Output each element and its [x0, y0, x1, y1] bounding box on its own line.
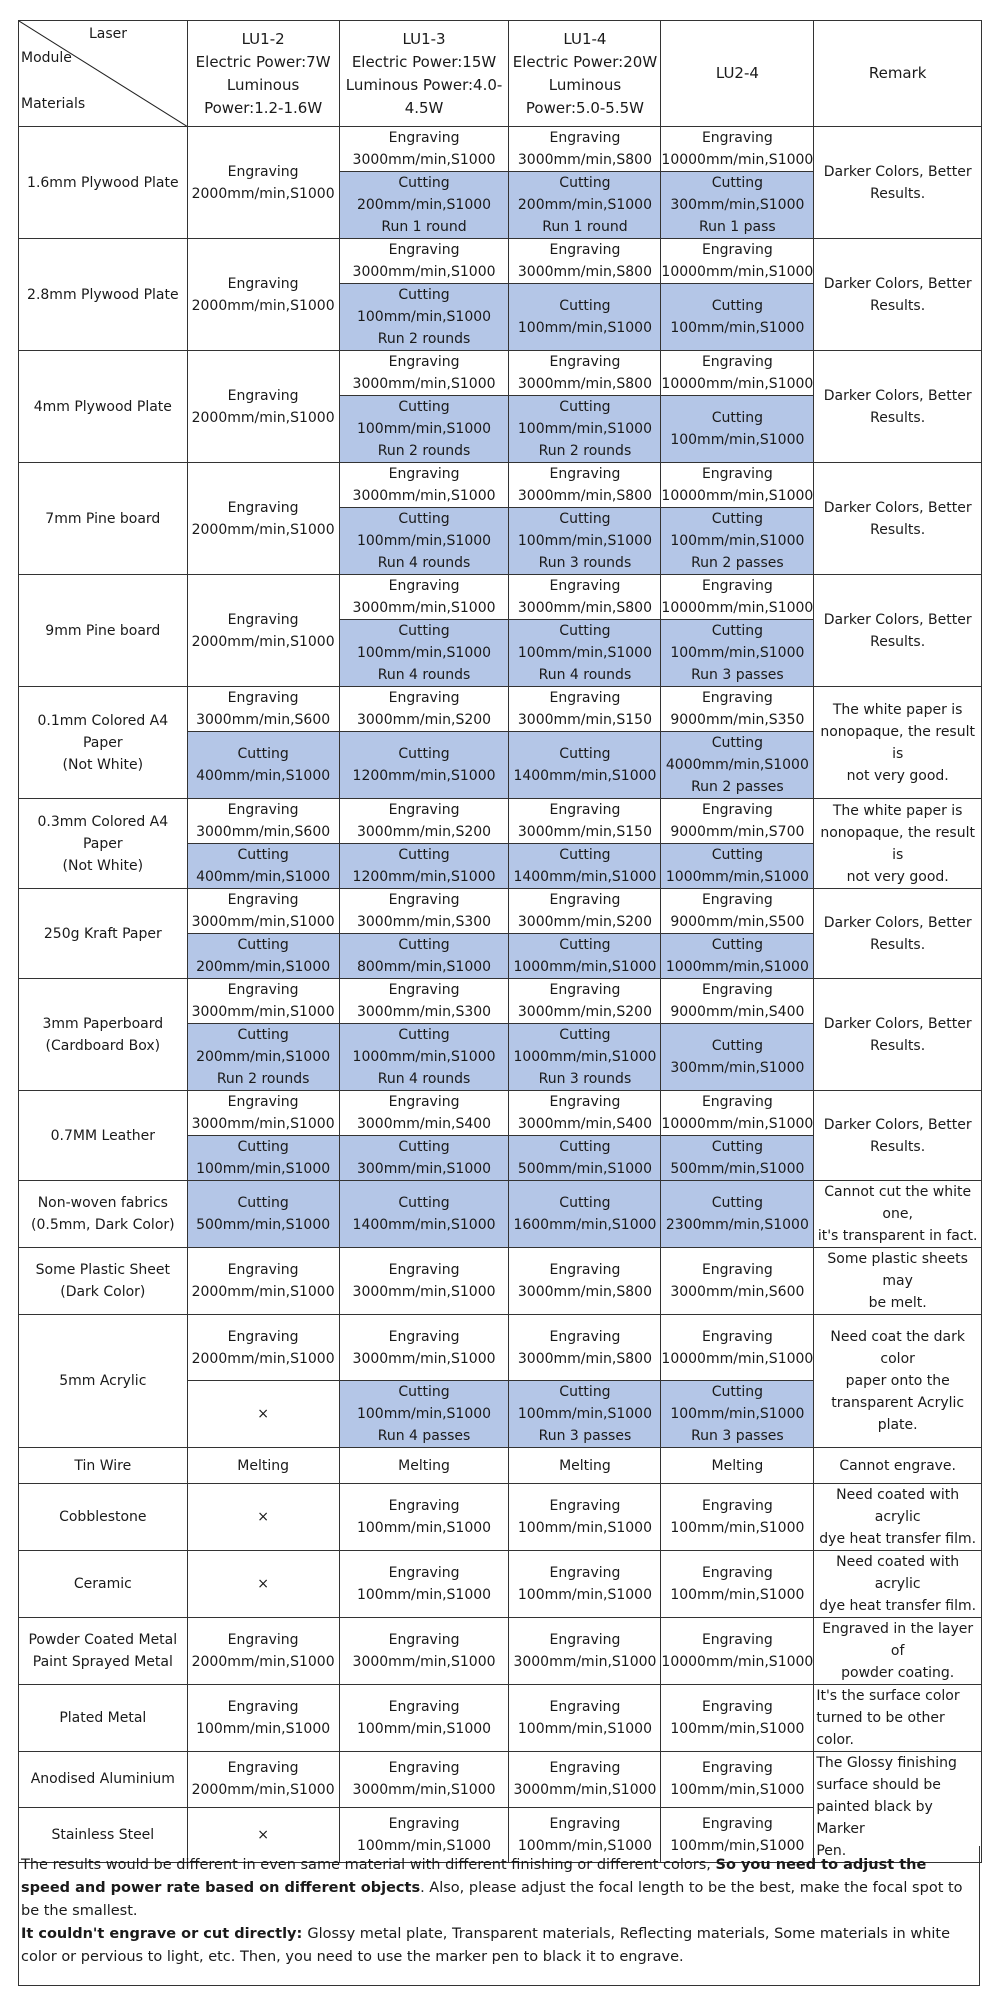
remark-cell: Darker Colors, Better Results.	[814, 889, 982, 979]
cutting-cell-lu24: Cutting 100mm/min,S1000	[661, 396, 814, 463]
setting-cell-lu13: Engraving 3000mm/min,S1000	[339, 1248, 509, 1315]
material-name-cell: 5mm Acrylic	[19, 1315, 188, 1448]
setting-cell-lu12: Engraving 2000mm/min,S1000	[187, 463, 339, 575]
setting-cell-lu13: Engraving 100mm/min,S1000	[339, 1551, 509, 1618]
remark-cell: Cannot engrave.	[814, 1448, 982, 1484]
setting-cell-lu14: Engraving 3000mm/min,S800	[509, 1248, 661, 1315]
setting-cell-lu24: Engraving 100mm/min,S1000	[661, 1752, 814, 1808]
table-row	[19, 1091, 982, 1136]
cutting-cell-lu12: ×	[187, 1381, 339, 1448]
cutting-cell-lu24: Cutting 100mm/min,S1000 Run 2 passes	[661, 508, 814, 575]
engraving-cell-lu12: Engraving 2000mm/min,S1000	[187, 1315, 339, 1381]
engraving-cell-lu13: Engraving 3000mm/min,S1000	[339, 239, 509, 284]
remark-cell: Need coated with acrylic dye heat transfer film.	[814, 1551, 982, 1618]
engraving-cell-lu13: Engraving 3000mm/min,S1000	[339, 1315, 509, 1381]
footer-note-rest: . Also, please adjust the focal length to be the best, make the focal spot to be the smallest.	[21, 1880, 963, 1919]
setting-cell-lu14: Engraving 100mm/min,S1000	[509, 1551, 661, 1618]
engraving-cell-lu13: Engraving 3000mm/min,S200	[339, 799, 509, 844]
cutting-cell-lu13: Cutting 200mm/min,S1000 Run 1 round	[339, 172, 509, 239]
engraving-cell-lu12: Engraving 3000mm/min,S600	[187, 799, 339, 844]
remark-cell: Darker Colors, Better Results.	[814, 351, 982, 463]
table-row	[19, 799, 982, 844]
cutting-cell-lu13: Cutting 100mm/min,S1000 Run 4 rounds	[339, 508, 509, 575]
setting-cell-lu24: Engraving 10000mm/min,S1000	[661, 1618, 814, 1685]
setting-cell-lu13: Engraving 100mm/min,S1000	[339, 1807, 509, 1863]
material-name-cell: Stainless Steel	[19, 1807, 188, 1863]
material-name-cell: 4mm Plywood Plate	[19, 351, 188, 463]
footer-note-text: The results would be different in even same material with different finishing or different colors,	[21, 1857, 716, 1873]
engraving-cell-lu13: Engraving 3000mm/min,S1000	[339, 463, 509, 508]
remark-cell: Darker Colors, Better Results.	[814, 979, 982, 1091]
setting-cell-lu24: Engraving 3000mm/min,S600	[661, 1248, 814, 1315]
remark-cell-metal: The Glossy finishing surface should be painted black by Marker Pen.	[814, 1752, 982, 1863]
engraving-cell-lu24: Engraving 10000mm/min,S1000	[661, 1315, 814, 1381]
table-row	[19, 127, 982, 172]
cutting-cell-lu24: Cutting 500mm/min,S1000	[661, 1136, 814, 1181]
engraving-cell-lu12: Engraving 3000mm/min,S1000	[187, 979, 339, 1024]
setting-cell-lu24: Cutting 2300mm/min,S1000	[661, 1181, 814, 1248]
remark-cell: Darker Colors, Better Results.	[814, 127, 982, 239]
table-row	[19, 1752, 982, 1808]
cutting-cell-lu12: Cutting 400mm/min,S1000	[187, 732, 339, 799]
col-header-remark: Remark	[814, 21, 982, 127]
engraving-cell-lu24: Engraving 9000mm/min,S400	[661, 979, 814, 1024]
header-row	[19, 21, 982, 127]
engraving-cell-lu13: Engraving 3000mm/min,S200	[339, 687, 509, 732]
cutting-cell-lu14: Cutting 1400mm/min,S1000	[509, 732, 661, 799]
remark-cell: Need coat the dark color paper onto the transparent Acrylic plate.	[814, 1315, 982, 1448]
cutting-cell-lu24: Cutting 100mm/min,S1000 Run 3 passes	[661, 620, 814, 687]
material-name-cell: 0.1mm Colored A4 Paper (Not White)	[19, 687, 188, 799]
material-name-cell: Non-woven fabrics (0.5mm, Dark Color)	[19, 1181, 188, 1248]
cutting-cell-lu14: Cutting 500mm/min,S1000	[509, 1136, 661, 1181]
cutting-cell-lu14: Cutting 100mm/min,S1000 Run 3 rounds	[509, 508, 661, 575]
remark-cell: Darker Colors, Better Results.	[814, 239, 982, 351]
setting-cell-lu12: Cutting 500mm/min,S1000	[187, 1181, 339, 1248]
setting-cell-lu12: Engraving 2000mm/min,S1000	[187, 1248, 339, 1315]
material-name-cell: 250g Kraft Paper	[19, 889, 188, 979]
setting-cell-lu14: Cutting 1600mm/min,S1000	[509, 1181, 661, 1248]
material-name-cell: Ceramic	[19, 1551, 188, 1618]
remark-cell: It's the surface color turned to be other color.	[814, 1685, 982, 1752]
setting-cell-lu12: Engraving 2000mm/min,S1000	[187, 127, 339, 239]
table-row	[19, 463, 982, 508]
cutting-cell-lu13: Cutting 100mm/min,S1000 Run 4 passes	[339, 1381, 509, 1448]
engraving-cell-lu24: Engraving 10000mm/min,S1000	[661, 575, 814, 620]
cutting-cell-lu12: Cutting 200mm/min,S1000 Run 2 rounds	[187, 1024, 339, 1091]
cutting-cell-lu14: Cutting 200mm/min,S1000 Run 1 round	[509, 172, 661, 239]
material-name-cell: Some Plastic Sheet (Dark Color)	[19, 1248, 188, 1315]
cutting-cell-lu13: Cutting 300mm/min,S1000	[339, 1136, 509, 1181]
cutting-cell-lu14: Cutting 100mm/min,S1000 Run 4 rounds	[509, 620, 661, 687]
material-name-cell: 0.3mm Colored A4 Paper (Not White)	[19, 799, 188, 889]
cutting-cell-lu24: Cutting 100mm/min,S1000 Run 3 passes	[661, 1381, 814, 1448]
setting-cell-lu14: Engraving 100mm/min,S1000	[509, 1807, 661, 1863]
corner-module-label: Module	[21, 50, 72, 66]
engraving-cell-lu14: Engraving 3000mm/min,S800	[509, 575, 661, 620]
cutting-cell-lu12: Cutting 200mm/min,S1000	[187, 934, 339, 979]
setting-cell-lu13: Cutting 1400mm/min,S1000	[339, 1181, 509, 1248]
cutting-cell-lu13: Cutting 800mm/min,S1000	[339, 934, 509, 979]
setting-cell-lu12: Engraving 2000mm/min,S1000	[187, 1752, 339, 1808]
setting-cell-lu24: Engraving 100mm/min,S1000	[661, 1685, 814, 1752]
cutting-cell-lu24: Cutting 4000mm/min,S1000 Run 2 passes	[661, 732, 814, 799]
footer-note-bold: So you need to adjust the speed and power rate based on different objects	[21, 1857, 927, 1896]
material-name-cell: 2.8mm Plywood Plate	[19, 239, 188, 351]
engraving-cell-lu24: Engraving 9000mm/min,S700	[661, 799, 814, 844]
engraving-cell-lu24: Engraving 10000mm/min,S1000	[661, 127, 814, 172]
cutting-cell-lu14: Cutting 100mm/min,S1000	[509, 284, 661, 351]
notes-footer	[18, 1846, 980, 1986]
cutting-cell-lu24: Cutting 300mm/min,S1000 Run 1 pass	[661, 172, 814, 239]
table-row	[19, 1315, 982, 1381]
material-name-cell: Tin Wire	[19, 1448, 188, 1484]
engraving-cell-lu14: Engraving 3000mm/min,S200	[509, 979, 661, 1024]
remark-cell: Engraved in the layer of powder coating.	[814, 1618, 982, 1685]
engraving-cell-lu14: Engraving 3000mm/min,S150	[509, 799, 661, 844]
setting-cell-lu13: Engraving 3000mm/min,S1000	[339, 1618, 509, 1685]
cutting-cell-lu24: Cutting 1000mm/min,S1000	[661, 934, 814, 979]
cutting-cell-lu12: Cutting 100mm/min,S1000	[187, 1136, 339, 1181]
table-row	[19, 575, 982, 620]
cutting-cell-lu13: Cutting 1200mm/min,S1000	[339, 844, 509, 889]
engraving-cell-lu12: Engraving 3000mm/min,S600	[187, 687, 339, 732]
setting-cell-lu12: ×	[187, 1807, 339, 1863]
engraving-cell-lu12: Engraving 3000mm/min,S1000	[187, 889, 339, 934]
setting-cell-lu12: Engraving 2000mm/min,S1000	[187, 351, 339, 463]
cutting-cell-lu13: Cutting 1000mm/min,S1000 Run 4 rounds	[339, 1024, 509, 1091]
cutting-cell-lu13: Cutting 100mm/min,S1000 Run 4 rounds	[339, 620, 509, 687]
engraving-cell-lu14: Engraving 3000mm/min,S800	[509, 239, 661, 284]
material-name-cell: 3mm Paperboard (Cardboard Box)	[19, 979, 188, 1091]
engraving-cell-lu13: Engraving 3000mm/min,S400	[339, 1091, 509, 1136]
corner-materials-label: Materials	[21, 96, 86, 112]
engraving-cell-lu13: Engraving 3000mm/min,S1000	[339, 575, 509, 620]
setting-cell-lu12: ×	[187, 1551, 339, 1618]
cutting-cell-lu14: Cutting 1400mm/min,S1000	[509, 844, 661, 889]
material-name-cell: 9mm Pine board	[19, 575, 188, 687]
cutting-cell-lu13: Cutting 1200mm/min,S1000	[339, 732, 509, 799]
setting-cell-lu12: Engraving 2000mm/min,S1000	[187, 239, 339, 351]
cutting-cell-lu13: Cutting 100mm/min,S1000 Run 2 rounds	[339, 396, 509, 463]
cutting-cell-lu13: Cutting 100mm/min,S1000 Run 2 rounds	[339, 284, 509, 351]
engraving-cell-lu13: Engraving 3000mm/min,S1000	[339, 351, 509, 396]
setting-cell-lu24: Engraving 100mm/min,S1000	[661, 1551, 814, 1618]
setting-cell-lu14: Engraving 100mm/min,S1000	[509, 1484, 661, 1551]
setting-cell-lu24: Melting	[661, 1448, 814, 1484]
engraving-cell-lu13: Engraving 3000mm/min,S300	[339, 979, 509, 1024]
engraving-cell-lu14: Engraving 3000mm/min,S150	[509, 687, 661, 732]
table-row	[19, 1181, 982, 1248]
engraving-cell-lu13: Engraving 3000mm/min,S300	[339, 889, 509, 934]
engraving-cell-lu24: Engraving 9000mm/min,S350	[661, 687, 814, 732]
cutting-cell-lu12: Cutting 400mm/min,S1000	[187, 844, 339, 889]
setting-cell-lu13: Engraving 100mm/min,S1000	[339, 1685, 509, 1752]
table-row	[19, 239, 982, 284]
remark-cell: The white paper is nonopaque, the result is not very good.	[814, 799, 982, 889]
remark-cell: Need coated with acrylic dye heat transfer film.	[814, 1484, 982, 1551]
col-header-lu1-4: LU1-4 Electric Power:20W Luminous Power:5.0-5.5W	[509, 21, 661, 127]
footer-warning-bold: It couldn't engrave or cut directly:	[21, 1926, 308, 1942]
table-row	[19, 1484, 982, 1551]
cutting-cell-lu14: Cutting 100mm/min,S1000 Run 3 passes	[509, 1381, 661, 1448]
setting-cell-lu13: Melting	[339, 1448, 509, 1484]
cutting-cell-lu24: Cutting 100mm/min,S1000	[661, 284, 814, 351]
table-row	[19, 889, 982, 934]
remark-cell: Some plastic sheets may be melt.	[814, 1248, 982, 1315]
cutting-cell-lu14: Cutting 1000mm/min,S1000	[509, 934, 661, 979]
corner-header-cell	[19, 21, 188, 127]
remark-cell: Cannot cut the white one, it's transparent in fact.	[814, 1181, 982, 1248]
engraving-cell-lu24: Engraving 10000mm/min,S1000	[661, 351, 814, 396]
engraving-cell-lu24: Engraving 10000mm/min,S1000	[661, 239, 814, 284]
col-header-lu1-3: LU1-3 Electric Power:15W Luminous Power:4.0- 4.5W	[339, 21, 509, 127]
setting-cell-lu13: Engraving 3000mm/min,S1000	[339, 1752, 509, 1808]
material-name-cell: 7mm Pine board	[19, 463, 188, 575]
laser-settings-table	[18, 20, 982, 1863]
setting-cell-lu14: Melting	[509, 1448, 661, 1484]
footer-warning-text: Glossy metal plate, Transparent materials, Reflecting materials, Some materials in white color or pervious to light, etc. Then, you need to use the marker pen to black it to engrave.	[21, 1926, 951, 1965]
cutting-cell-lu14: Cutting 100mm/min,S1000 Run 2 rounds	[509, 396, 661, 463]
remark-cell: Darker Colors, Better Results.	[814, 1091, 982, 1181]
table-row	[19, 351, 982, 396]
cutting-cell-lu24: Cutting 1000mm/min,S1000	[661, 844, 814, 889]
table-row	[19, 979, 982, 1024]
cutting-cell-lu14: Cutting 1000mm/min,S1000 Run 3 rounds	[509, 1024, 661, 1091]
engraving-cell-lu24: Engraving 10000mm/min,S1000	[661, 1091, 814, 1136]
engraving-cell-lu14: Engraving 3000mm/min,S800	[509, 351, 661, 396]
material-name-cell: Anodised Aluminium	[19, 1752, 188, 1808]
setting-cell-lu24: Engraving 100mm/min,S1000	[661, 1807, 814, 1863]
engraving-cell-lu24: Engraving 9000mm/min,S500	[661, 889, 814, 934]
table-row	[19, 1685, 982, 1752]
engraving-cell-lu14: Engraving 3000mm/min,S200	[509, 889, 661, 934]
engraving-cell-lu14: Engraving 3000mm/min,S400	[509, 1091, 661, 1136]
setting-cell-lu12: Melting	[187, 1448, 339, 1484]
material-name-cell: Plated Metal	[19, 1685, 188, 1752]
setting-cell-lu24: Engraving 100mm/min,S1000	[661, 1484, 814, 1551]
engraving-cell-lu14: Engraving 3000mm/min,S800	[509, 1315, 661, 1381]
setting-cell-lu12: Engraving 100mm/min,S1000	[187, 1685, 339, 1752]
setting-cell-lu12: ×	[187, 1484, 339, 1551]
setting-cell-lu12: Engraving 2000mm/min,S1000	[187, 1618, 339, 1685]
table-row	[19, 1618, 982, 1685]
corner-laser-label: Laser	[89, 26, 128, 42]
table-row	[19, 1448, 982, 1484]
remark-cell: The white paper is nonopaque, the result is not very good.	[814, 687, 982, 799]
material-name-cell: Powder Coated Metal Paint Sprayed Metal	[19, 1618, 188, 1685]
cutting-cell-lu24: Cutting 300mm/min,S1000	[661, 1024, 814, 1091]
setting-cell-lu13: Engraving 100mm/min,S1000	[339, 1484, 509, 1551]
setting-cell-lu14: Engraving 3000mm/min,S1000	[509, 1618, 661, 1685]
engraving-cell-lu14: Engraving 3000mm/min,S800	[509, 463, 661, 508]
engraving-cell-lu12: Engraving 3000mm/min,S1000	[187, 1091, 339, 1136]
table-row	[19, 687, 982, 732]
engraving-cell-lu24: Engraving 10000mm/min,S1000	[661, 463, 814, 508]
setting-cell-lu12: Engraving 2000mm/min,S1000	[187, 575, 339, 687]
remark-cell: Darker Colors, Better Results.	[814, 575, 982, 687]
col-header-lu2-4: LU2-4	[661, 21, 814, 127]
remark-cell: Darker Colors, Better Results.	[814, 463, 982, 575]
engraving-cell-lu13: Engraving 3000mm/min,S1000	[339, 127, 509, 172]
material-name-cell: Cobblestone	[19, 1484, 188, 1551]
material-name-cell: 0.7MM Leather	[19, 1091, 188, 1181]
material-name-cell: 1.6mm Plywood Plate	[19, 127, 188, 239]
table-row	[19, 1248, 982, 1315]
settings-sheet	[18, 20, 982, 1988]
setting-cell-lu14: Engraving 3000mm/min,S1000	[509, 1752, 661, 1808]
engraving-cell-lu14: Engraving 3000mm/min,S800	[509, 127, 661, 172]
setting-cell-lu14: Engraving 100mm/min,S1000	[509, 1685, 661, 1752]
table-row	[19, 1551, 982, 1618]
col-header-lu1-2: LU1-2 Electric Power:7W Luminous Power:1.2-1.6W	[187, 21, 339, 127]
